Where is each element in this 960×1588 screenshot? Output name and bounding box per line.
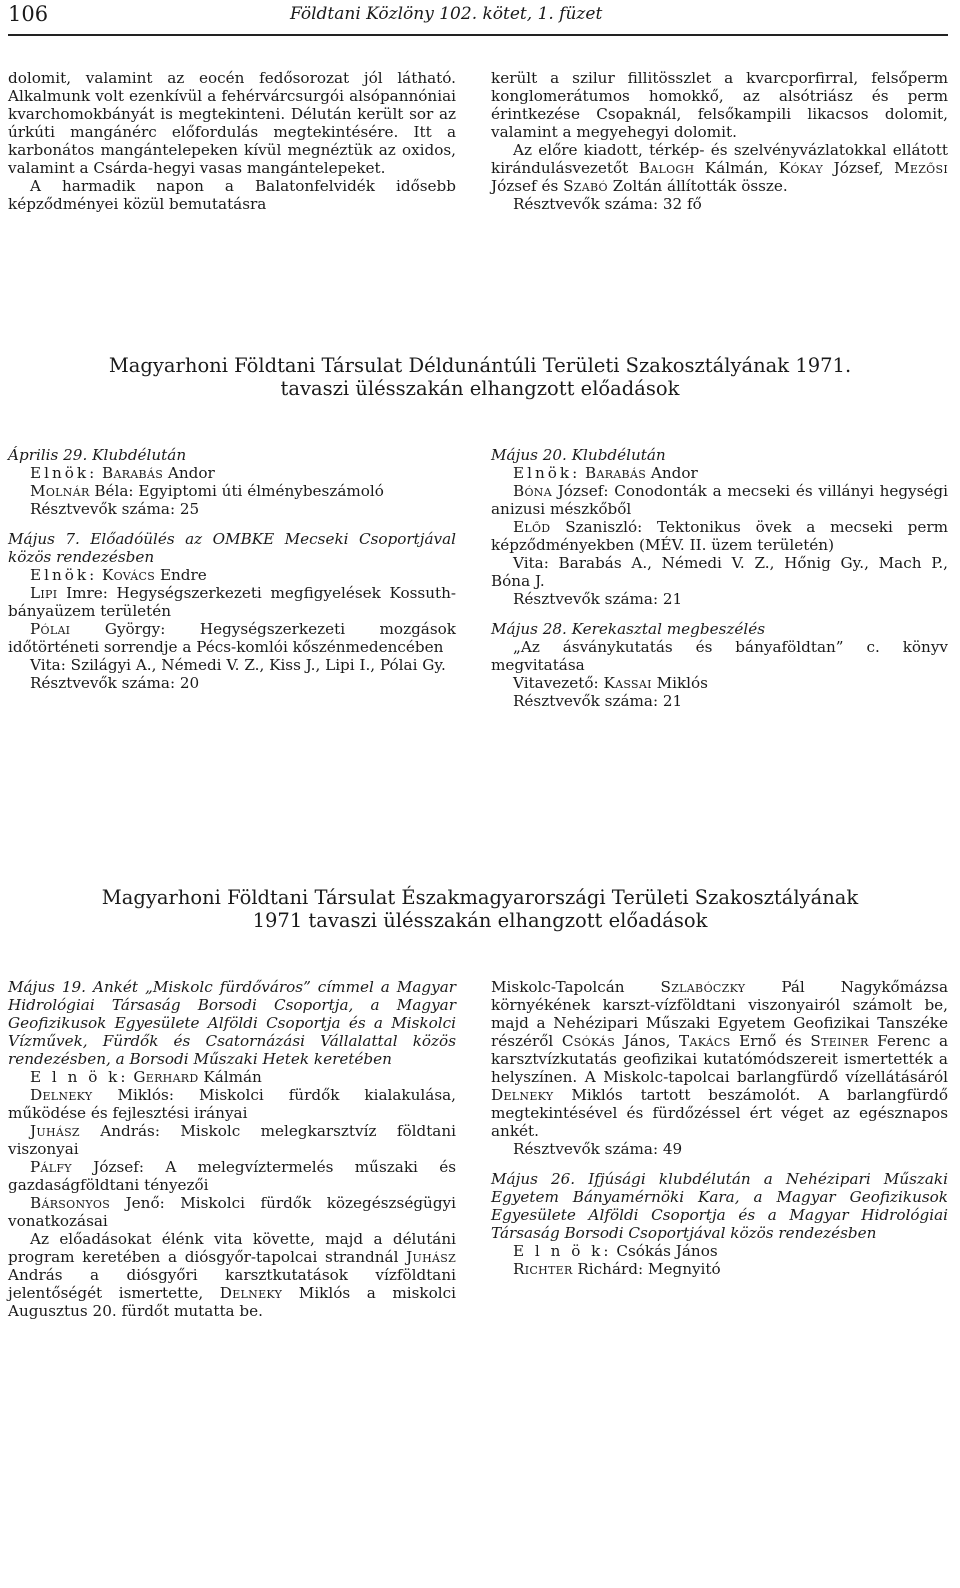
- talk: Pólai György: Hegységszerkezeti mozgások időtörténeti sorrendje a Pécs-komlói kőszénmedencében: [8, 620, 456, 656]
- author-name: Szabó: [563, 177, 608, 195]
- paragraph: Az előadásokat élénk vita követte, majd a délutáni program keretében a diósgyőr-tapolcai strandnál Juhász András a diósgyőri karsztkutatások vízföldtani jelentőségét ismertette, Delneky Miklós a miskolci Augusztus 20. fürdőt mutatta be.: [8, 1230, 457, 1320]
- event-type: Ankét „Miskolc fürdőváros” címmel a Magyar Hidrológiai Társaság Borsodi Csoportja, a Magyar Geofizikusok Egyesülete Alföldi Csoportja és a Miskolci Vízművek, Fürdők és Csatornázási Vállalattal közös rendezésben, a Borsodi Műszaki Hetek keretében: [8, 978, 457, 1068]
- discussion: Vita: Szilágyi A., Némedi V. Z., Kiss J., Lipi I., Pólai Gy.: [30, 656, 446, 674]
- event-date: Április 29.: [8, 446, 88, 464]
- event-header: [8, 530, 456, 566]
- event-type: Klubdélután: [92, 446, 187, 464]
- event-header: [8, 978, 456, 1068]
- paragraph: Az előre kiadott, térkép- és szelvényvázlatokkal ellátott kirándulásvezetőt Balogh Kálmán, Kókay József, Mezősi József és Szabó Zoltán állították össze.: [491, 141, 948, 195]
- chairman-line: Elnök: Kovács Endre: [30, 566, 207, 584]
- talk: Delneky Miklós: Miskolci fürdők kialakulása, működése és fejlesztési irányai: [8, 1086, 457, 1122]
- section1-left-column: [8, 446, 456, 692]
- event-date: Május 26.: [491, 1170, 576, 1188]
- event-header: [8, 446, 456, 464]
- journal-title: Földtani Közlöny 102. kötet, 1. füzet: [290, 4, 603, 24]
- section2-right-column: [491, 978, 948, 1278]
- event-date: Május 7.: [8, 530, 80, 548]
- talk: Előd Szaniszló: Tektonikus övek a mecseki perm képződményekben (MÉV. II. üzem területén): [491, 518, 948, 554]
- section1-right-column: [491, 446, 948, 710]
- running-head: [0, 0, 960, 40]
- moderator-line: Vitavezető: Kassai Miklós: [513, 674, 708, 692]
- event-type: Klubdélután: [571, 446, 666, 464]
- event-header: [491, 446, 948, 464]
- page-number: 106: [8, 2, 49, 26]
- paragraph: dolomit, valamint az eocén fedősorozat jól látható. Alkalmunk volt ezenkívül a fehérvárcsurgói alsópannóniai kvarchomokbányát is megtekinteni. Délután került sor az úrkúti mangánérc előfordulás megtekintésére. Itt a karbonátos mangántelepeken kívül megnéztük az oxidos, valamint a Csárda-hegyi vasas mangántelepeket.: [8, 69, 456, 177]
- participants-count: Résztvevők száma: 20: [30, 674, 200, 692]
- talk: Pálfy József: A melegvíztermelés műszaki és gazdaságföldtani tényezői: [8, 1158, 457, 1194]
- paragraph: került a szilur fillitösszlet a kvarcporfirral, felsőperm konglomerátumos homokkő, az alsótriász és perm érintkezése Csopaknál, felsőkampili likacsos dolomit, valamint a megyehegyi dolomit.: [491, 69, 948, 141]
- section-heading: Magyarhoni Földtani Társulat Déldunántúli Területi Szakosztályának 1971. tavaszi ülésszakán elhangzott előadások: [108, 354, 852, 400]
- section-heading: Magyarhoni Földtani Társulat Északmagyarországi Területi Szakosztályának 1971 tavaszi ülésszakán elhangzott előadások: [101, 886, 859, 932]
- participants-count: Résztvevők száma: 21: [513, 692, 683, 710]
- event-date: Május 28.: [491, 620, 567, 638]
- talk: Juhász András: Miskolc melegkarsztvíz földtani viszonyai: [8, 1122, 456, 1158]
- chairman-line: E l n ö k: Csókás János: [513, 1242, 718, 1260]
- event-date: Május 20.: [491, 446, 567, 464]
- participants-count: Résztvevők száma: 25: [30, 500, 200, 518]
- author-name: Kókay: [778, 159, 824, 177]
- section2-left-column: [8, 978, 456, 1320]
- participants-count: Résztvevők száma: 32 fő: [513, 195, 702, 213]
- talk: Bóna József: Conodonták a mecseki és villányi hegységi anizusi mészkőből: [491, 482, 949, 518]
- event-type: Ifjúsági klubdélután a Nehézipari Műszaki Egyetem Bányamérnöki Kara, a Magyar Geofizikusok Egyesülete Alföldi Csoportja és a Magyar Hidrológiai Társaság Borsodi Csoportjával közös rendezésben: [491, 1170, 948, 1242]
- event-title: „Az ásványkutatás és bányaföldtan” c. könyv megvitatása: [491, 638, 948, 674]
- talk: Bársonyos Jenő: Miskolci fürdők közegészségügyi vonatkozásai: [8, 1194, 456, 1230]
- event-type: Kerekasztal megbeszélés: [571, 620, 766, 638]
- talk: Molnár Béla: Egyiptomi úti élménybeszámoló: [30, 482, 384, 500]
- event-date: Május 19.: [8, 978, 87, 996]
- chairman-line: Elnök: Barabás Andor: [30, 464, 215, 482]
- top-right-column: [491, 69, 948, 213]
- talk: Lipi Imre: Hegységszerkezeti megfigyelések Kossuth-bányaüzem területén: [8, 584, 456, 620]
- event-type: Előadóülés az OMBKE Mecseki Csoportjával közös rendezésben: [8, 530, 456, 566]
- event-header: [491, 1170, 948, 1242]
- author-name: Balogh: [638, 159, 695, 177]
- paragraph: Miskolc-Tapolcán Szlabóczky Pál Nagykőmázsa környékének karszt-vízföldtani viszonyairól számolt be, majd a Nehézipari Műszaki Egyetem Geofizikai Tanszéke részéről Csókás János, Takács Ernő és Steiner Ferenc a karsztvízkutatás geofizikai kutatómódszereit ismertették a helyszínen. A Miskolc-tapolcai barlangfürdő vízellátásáról Delneky Miklós tartott beszámolót. A barlangfürdő megtekintésével és fürdőzéssel ért véget az egésznapos ankét.: [491, 978, 949, 1140]
- participants-count: Résztvevők száma: 21: [513, 590, 683, 608]
- header-rule: [8, 34, 948, 36]
- author-name: Mezősi: [894, 159, 948, 177]
- top-left-column: [8, 69, 456, 213]
- event-header: [491, 620, 948, 638]
- paragraph: A harmadik napon a Balatonfelvidék idősebb képződményei közül bemutatásra: [8, 177, 456, 213]
- talk: Richter Richárd: Megnyitó: [513, 1260, 721, 1278]
- chairman-line: E l n ö k: Gerhard Kálmán: [30, 1068, 262, 1086]
- participants-count: Résztvevők száma: 49: [513, 1140, 683, 1158]
- chairman-line: Elnök: Barabás Andor: [513, 464, 698, 482]
- discussion: Vita: Barabás A., Némedi V. Z., Hőnig Gy., Mach P., Bóna J.: [491, 554, 948, 590]
